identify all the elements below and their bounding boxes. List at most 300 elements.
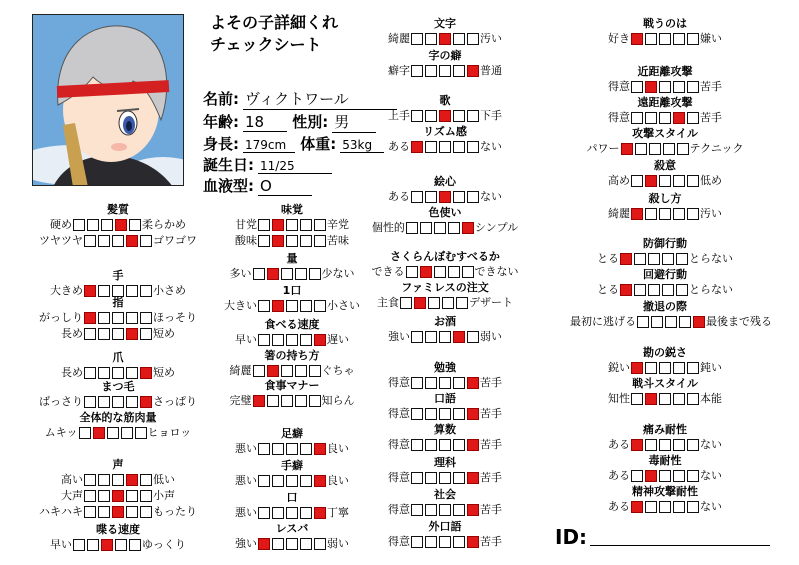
check-box[interactable] <box>411 33 423 45</box>
check-box[interactable] <box>411 439 423 451</box>
check-item <box>350 18 540 47</box>
check-row <box>570 501 760 515</box>
check-box[interactable] <box>406 222 418 234</box>
check-box[interactable] <box>467 472 479 484</box>
check-box[interactable] <box>126 506 138 518</box>
check-box[interactable] <box>300 219 312 231</box>
check-box[interactable] <box>253 365 265 377</box>
check-box[interactable] <box>448 266 460 278</box>
check-right-label: 汚い <box>480 32 502 45</box>
check-box[interactable] <box>687 81 699 93</box>
check-box[interactable] <box>631 470 643 482</box>
check-right-label: 低い <box>153 473 175 486</box>
check-right-label: シンプル <box>474 221 519 234</box>
check-box[interactable] <box>79 427 91 439</box>
check-box[interactable] <box>281 395 293 407</box>
check-box[interactable] <box>673 362 685 374</box>
check-box[interactable] <box>411 536 423 548</box>
check-box[interactable] <box>281 268 293 280</box>
check-box[interactable] <box>98 474 110 486</box>
check-box[interactable] <box>631 393 643 405</box>
check-box[interactable] <box>631 501 643 513</box>
check-box[interactable] <box>258 507 270 519</box>
check-box[interactable] <box>258 219 270 231</box>
check-item <box>350 126 540 155</box>
check-box[interactable] <box>453 408 465 420</box>
check-box[interactable] <box>286 219 298 231</box>
check-box[interactable] <box>645 393 657 405</box>
check-box[interactable] <box>673 470 685 482</box>
check-box[interactable] <box>140 506 152 518</box>
check-box[interactable] <box>87 539 99 551</box>
check-box[interactable] <box>126 235 138 247</box>
check-box[interactable] <box>126 474 138 486</box>
check-item-title: 痛み耐性 <box>643 423 687 436</box>
check-box[interactable] <box>645 175 657 187</box>
check-box[interactable] <box>453 141 465 153</box>
check-box[interactable] <box>425 504 437 516</box>
check-row <box>197 443 387 457</box>
check-box[interactable] <box>659 362 671 374</box>
check-box[interactable] <box>439 408 451 420</box>
check-box[interactable] <box>84 328 96 340</box>
check-box[interactable] <box>634 253 646 265</box>
check-box[interactable] <box>434 266 446 278</box>
check-box[interactable] <box>645 362 657 374</box>
check-row <box>197 219 387 233</box>
check-box[interactable] <box>140 474 152 486</box>
check-box[interactable] <box>631 81 643 93</box>
check-box[interactable] <box>281 365 293 377</box>
check-box[interactable] <box>411 472 423 484</box>
check-box[interactable] <box>462 266 474 278</box>
check-right-label: 低め <box>700 174 722 187</box>
check-box[interactable] <box>659 81 671 93</box>
check-box[interactable] <box>659 501 671 513</box>
check-box[interactable] <box>439 504 451 516</box>
check-box[interactable] <box>659 112 671 124</box>
check-box[interactable] <box>425 33 437 45</box>
check-item <box>570 424 760 453</box>
check-box[interactable] <box>253 268 265 280</box>
check-box[interactable] <box>663 143 675 155</box>
check-box[interactable] <box>631 175 643 187</box>
check-box[interactable] <box>425 141 437 153</box>
check-box[interactable] <box>314 443 326 455</box>
check-box[interactable] <box>425 472 437 484</box>
check-box[interactable] <box>126 312 138 324</box>
check-box[interactable] <box>84 506 96 518</box>
check-box[interactable] <box>126 396 138 408</box>
check-right-label: とらない <box>689 252 733 265</box>
check-box[interactable] <box>87 219 99 231</box>
check-box[interactable] <box>309 365 321 377</box>
id-input-line[interactable] <box>590 545 770 546</box>
check-box[interactable] <box>84 474 96 486</box>
check-item <box>570 238 760 267</box>
check-box[interactable] <box>645 33 657 45</box>
check-box[interactable] <box>129 219 141 231</box>
check-box[interactable] <box>112 328 124 340</box>
check-box[interactable] <box>258 300 270 312</box>
check-box[interactable] <box>115 219 127 231</box>
check-box[interactable] <box>101 219 113 231</box>
check-item <box>23 204 213 249</box>
check-box[interactable] <box>648 253 660 265</box>
check-box[interactable] <box>115 539 127 551</box>
check-box[interactable] <box>300 475 312 487</box>
check-box[interactable] <box>467 191 479 203</box>
check-item <box>23 459 213 520</box>
check-box[interactable] <box>635 143 647 155</box>
check-box[interactable] <box>693 316 705 328</box>
check-box[interactable] <box>121 427 133 439</box>
check-left-label: パワー <box>586 142 620 155</box>
check-box[interactable] <box>258 334 270 346</box>
check-box[interactable] <box>645 439 657 451</box>
check-box[interactable] <box>112 474 124 486</box>
check-box[interactable] <box>687 208 699 220</box>
check-box[interactable] <box>411 141 423 153</box>
check-item <box>570 300 772 330</box>
check-box[interactable] <box>411 191 423 203</box>
check-row <box>350 141 540 155</box>
check-box[interactable] <box>98 328 110 340</box>
check-box[interactable] <box>300 235 312 247</box>
check-box[interactable] <box>272 235 284 247</box>
check-box[interactable] <box>659 175 671 187</box>
check-box[interactable] <box>253 395 265 407</box>
check-box[interactable] <box>453 536 465 548</box>
check-box[interactable] <box>414 297 426 309</box>
check-box[interactable] <box>129 539 141 551</box>
check-box[interactable] <box>467 141 479 153</box>
check-box[interactable] <box>649 143 661 155</box>
check-box[interactable] <box>112 367 124 379</box>
check-box[interactable] <box>673 393 685 405</box>
check-box[interactable] <box>73 539 85 551</box>
check-box[interactable] <box>286 443 298 455</box>
check-box[interactable] <box>314 475 326 487</box>
check-box[interactable] <box>286 334 298 346</box>
check-box[interactable] <box>676 253 688 265</box>
check-box[interactable] <box>295 395 307 407</box>
check-box[interactable] <box>286 475 298 487</box>
check-box[interactable] <box>107 427 119 439</box>
check-box[interactable] <box>439 141 451 153</box>
check-box[interactable] <box>300 334 312 346</box>
check-box[interactable] <box>126 328 138 340</box>
check-box[interactable] <box>112 506 124 518</box>
check-item <box>570 160 760 189</box>
check-box[interactable] <box>453 377 465 389</box>
check-box[interactable] <box>467 33 479 45</box>
check-box[interactable] <box>84 235 96 247</box>
check-box[interactable] <box>648 284 660 296</box>
check-box[interactable] <box>300 507 312 519</box>
check-box[interactable] <box>456 297 468 309</box>
check-box[interactable] <box>677 143 689 155</box>
check-box[interactable] <box>411 331 423 343</box>
check-box[interactable] <box>467 408 479 420</box>
check-box[interactable] <box>400 297 412 309</box>
check-box[interactable] <box>101 539 113 551</box>
check-box[interactable] <box>286 235 298 247</box>
check-right-label: 柔らかめ <box>142 218 186 231</box>
check-box[interactable] <box>467 504 479 516</box>
check-item-title: 1口 <box>282 284 302 297</box>
check-box[interactable] <box>631 439 643 451</box>
check-box[interactable] <box>425 439 437 451</box>
check-box[interactable] <box>673 33 685 45</box>
check-box[interactable] <box>112 312 124 324</box>
check-box[interactable] <box>631 33 643 45</box>
check-right-label: 苦手 <box>480 535 502 548</box>
check-left-label: 大声 <box>61 489 83 502</box>
check-box[interactable] <box>286 300 298 312</box>
check-box[interactable] <box>687 362 699 374</box>
check-box[interactable] <box>659 470 671 482</box>
check-box[interactable] <box>425 65 437 77</box>
check-box[interactable] <box>467 377 479 389</box>
check-box[interactable] <box>676 284 688 296</box>
check-box[interactable] <box>98 506 110 518</box>
check-box[interactable] <box>439 377 451 389</box>
check-box[interactable] <box>98 367 110 379</box>
check-box[interactable] <box>272 475 284 487</box>
check-box[interactable] <box>140 285 152 297</box>
check-box[interactable] <box>272 507 284 519</box>
profile-gender-value: 男 <box>332 111 376 133</box>
check-box[interactable] <box>309 395 321 407</box>
check-box[interactable] <box>679 316 691 328</box>
check-box[interactable] <box>420 266 432 278</box>
check-right-label: 本能 <box>700 392 722 405</box>
check-box[interactable] <box>84 490 96 502</box>
check-box[interactable] <box>425 377 437 389</box>
check-box[interactable] <box>411 110 423 122</box>
check-box[interactable] <box>267 365 279 377</box>
check-box[interactable] <box>439 191 451 203</box>
check-box[interactable] <box>467 65 479 77</box>
check-box[interactable] <box>645 81 657 93</box>
check-box[interactable] <box>314 538 326 550</box>
check-box[interactable] <box>439 536 451 548</box>
check-box[interactable] <box>272 538 284 550</box>
check-box[interactable] <box>467 439 479 451</box>
check-box[interactable] <box>673 81 685 93</box>
check-box[interactable] <box>631 362 643 374</box>
check-box[interactable] <box>645 112 657 124</box>
check-box[interactable] <box>126 367 138 379</box>
check-box[interactable] <box>314 507 326 519</box>
check-box[interactable] <box>439 110 451 122</box>
check-box[interactable] <box>272 443 284 455</box>
check-box[interactable] <box>467 331 479 343</box>
check-box[interactable] <box>126 490 138 502</box>
check-box[interactable] <box>140 367 152 379</box>
check-box[interactable] <box>258 443 270 455</box>
check-box[interactable] <box>411 65 423 77</box>
check-box[interactable] <box>442 297 454 309</box>
check-box[interactable] <box>140 396 152 408</box>
check-box[interactable] <box>634 284 646 296</box>
check-box[interactable] <box>98 396 110 408</box>
check-box[interactable] <box>272 300 284 312</box>
check-box[interactable] <box>98 490 110 502</box>
check-box[interactable] <box>631 112 643 124</box>
check-box[interactable] <box>300 300 312 312</box>
check-box[interactable] <box>84 367 96 379</box>
check-box[interactable] <box>84 285 96 297</box>
check-box[interactable] <box>425 408 437 420</box>
check-left-label: 上手 <box>388 109 410 122</box>
check-box[interactable] <box>425 331 437 343</box>
check-box[interactable] <box>425 191 437 203</box>
check-box[interactable] <box>453 439 465 451</box>
profile-label: 誕生日: <box>203 156 254 174</box>
check-box[interactable] <box>631 208 643 220</box>
check-box[interactable] <box>428 297 440 309</box>
check-box[interactable] <box>267 268 279 280</box>
check-box[interactable] <box>687 33 699 45</box>
check-box[interactable] <box>687 470 699 482</box>
check-row <box>23 490 213 504</box>
check-left-label: ばっさり <box>39 395 83 408</box>
check-box[interactable] <box>140 328 152 340</box>
check-box[interactable] <box>295 365 307 377</box>
check-box[interactable] <box>258 235 270 247</box>
check-item-title: 社会 <box>434 488 456 501</box>
check-box[interactable] <box>659 33 671 45</box>
check-row <box>197 365 387 379</box>
check-box[interactable] <box>140 235 152 247</box>
check-box[interactable] <box>411 408 423 420</box>
check-item-title: 量 <box>286 252 298 265</box>
check-box[interactable] <box>135 427 147 439</box>
check-left-label: 綺麗 <box>388 32 410 45</box>
check-box[interactable] <box>300 443 312 455</box>
check-box[interactable] <box>309 268 321 280</box>
check-box[interactable] <box>659 439 671 451</box>
check-box[interactable] <box>73 219 85 231</box>
check-box[interactable] <box>453 504 465 516</box>
check-box[interactable] <box>439 33 451 45</box>
check-box[interactable] <box>439 331 451 343</box>
check-box[interactable] <box>300 538 312 550</box>
check-box[interactable] <box>140 312 152 324</box>
check-box[interactable] <box>258 538 270 550</box>
check-box[interactable] <box>645 501 657 513</box>
check-box[interactable] <box>411 504 423 516</box>
check-box[interactable] <box>453 331 465 343</box>
check-box[interactable] <box>439 439 451 451</box>
check-left-label: 得意 <box>388 471 410 484</box>
check-box[interactable] <box>434 222 446 234</box>
check-box[interactable] <box>314 334 326 346</box>
check-item <box>197 204 387 249</box>
check-box[interactable] <box>314 219 326 231</box>
check-box[interactable] <box>453 65 465 77</box>
check-box[interactable] <box>467 536 479 548</box>
check-box[interactable] <box>687 393 699 405</box>
check-box[interactable] <box>645 208 657 220</box>
check-box[interactable] <box>462 222 474 234</box>
check-box[interactable] <box>673 175 685 187</box>
check-right-label: ほっそり <box>153 311 197 324</box>
check-box[interactable] <box>112 235 124 247</box>
check-box[interactable] <box>620 284 632 296</box>
check-box[interactable] <box>425 110 437 122</box>
check-box[interactable] <box>425 536 437 548</box>
check-box[interactable] <box>112 490 124 502</box>
check-box[interactable] <box>314 235 326 247</box>
check-box[interactable] <box>673 501 685 513</box>
check-box[interactable] <box>467 110 479 122</box>
check-box[interactable] <box>411 377 423 389</box>
check-box[interactable] <box>126 285 138 297</box>
check-box[interactable] <box>673 439 685 451</box>
check-box[interactable] <box>258 475 270 487</box>
check-box[interactable] <box>620 253 632 265</box>
check-box[interactable] <box>453 33 465 45</box>
check-box[interactable] <box>140 490 152 502</box>
check-box[interactable] <box>687 112 699 124</box>
check-right-label: ない <box>480 140 502 153</box>
check-box[interactable] <box>453 191 465 203</box>
check-box[interactable] <box>662 253 674 265</box>
check-box[interactable] <box>687 175 699 187</box>
check-box[interactable] <box>98 312 110 324</box>
check-box[interactable] <box>98 235 110 247</box>
check-box[interactable] <box>84 396 96 408</box>
check-box[interactable] <box>314 300 326 312</box>
check-row <box>570 175 760 189</box>
check-box[interactable] <box>272 334 284 346</box>
check-box[interactable] <box>687 501 699 513</box>
check-box[interactable] <box>662 284 674 296</box>
check-box[interactable] <box>286 507 298 519</box>
check-box[interactable] <box>659 393 671 405</box>
check-box[interactable] <box>673 208 685 220</box>
check-box[interactable] <box>439 65 451 77</box>
check-right-label: 苦手 <box>480 503 502 516</box>
check-box[interactable] <box>687 439 699 451</box>
check-box[interactable] <box>406 266 418 278</box>
check-box[interactable] <box>673 112 685 124</box>
check-box[interactable] <box>112 396 124 408</box>
check-box[interactable] <box>659 208 671 220</box>
check-box[interactable] <box>665 316 677 328</box>
check-box[interactable] <box>98 285 110 297</box>
check-box[interactable] <box>267 395 279 407</box>
check-box[interactable] <box>621 143 633 155</box>
check-box[interactable] <box>439 472 451 484</box>
check-box[interactable] <box>84 312 96 324</box>
check-box[interactable] <box>272 219 284 231</box>
check-box[interactable] <box>448 222 460 234</box>
check-box[interactable] <box>453 472 465 484</box>
check-box[interactable] <box>453 110 465 122</box>
check-box[interactable] <box>93 427 105 439</box>
check-box[interactable] <box>295 268 307 280</box>
check-item-title: 理科 <box>434 456 456 469</box>
check-box[interactable] <box>645 470 657 482</box>
check-box[interactable] <box>420 222 432 234</box>
check-box[interactable] <box>637 316 649 328</box>
check-box[interactable] <box>286 538 298 550</box>
check-box[interactable] <box>651 316 663 328</box>
